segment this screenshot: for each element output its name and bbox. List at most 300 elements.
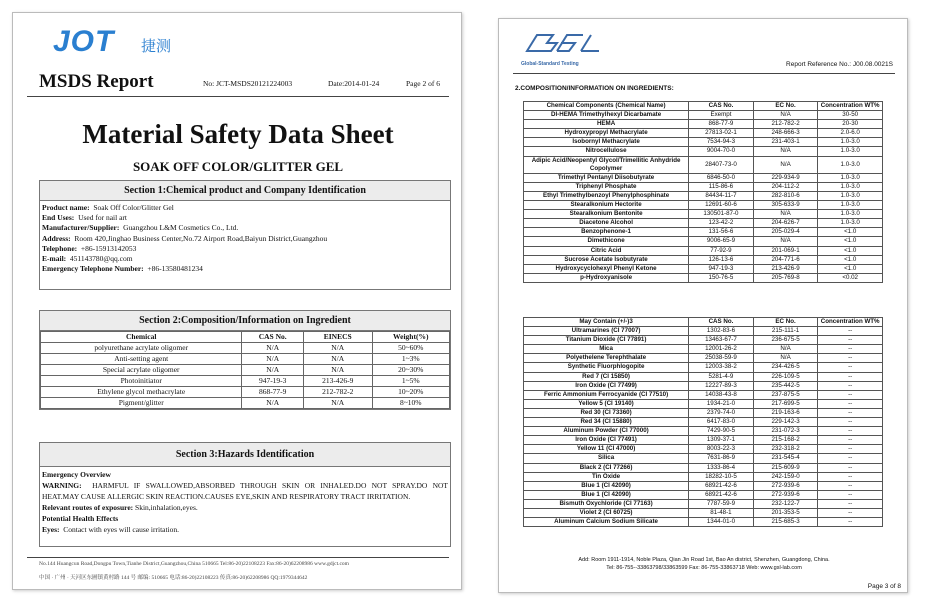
table-cell: 1.0-3.0 (818, 147, 883, 156)
table-cell: -- (818, 381, 883, 390)
table-cell: N/A (753, 111, 818, 120)
table-cell: 1309-37-1 (689, 436, 754, 445)
info-row (40, 203, 450, 213)
table-row (524, 219, 883, 228)
table-cell: -- (818, 508, 883, 517)
table-cell: 12001-26-2 (689, 345, 754, 354)
table-row (41, 354, 450, 365)
emergency-overview-label: Emergency Overview (42, 470, 111, 479)
table-row (524, 481, 883, 490)
table-row (524, 345, 883, 354)
table-cell: -- (818, 427, 883, 436)
lab-address: Add: Room 1911-1914, Noble Plaza, Qian Jin Road 1st, Bao An district, Shenzhen, Guangdong, China. (578, 557, 830, 563)
footer-divider (27, 557, 449, 558)
info-row (40, 234, 450, 244)
table-cell: 9006-65-9 (689, 237, 754, 246)
table-row (524, 246, 883, 255)
table-row (524, 436, 883, 445)
table-cell: Ferric Ammonium Ferrocyanide (CI 77510) (524, 390, 689, 399)
table-cell: Trimethyl Pentanyl Diisobutyrate (524, 173, 689, 182)
table-row (524, 490, 883, 499)
table-cell: Sucrose Acetate Isobutyrate (524, 255, 689, 264)
info-row (40, 264, 450, 274)
table-cell: 215-685-3 (753, 518, 818, 527)
table-cell: -- (818, 472, 883, 481)
table-cell: 213-426-9 (753, 264, 818, 273)
table-cell: 215-168-2 (753, 436, 818, 445)
table-cell: 229-142-3 (753, 418, 818, 427)
table-cell: Aluminum Calcium Sodium Silicate (524, 518, 689, 527)
table-cell: 1.0-3.0 (818, 219, 883, 228)
table-cell: 215-609-9 (753, 463, 818, 472)
table-cell: 204-771-6 (753, 255, 818, 264)
table-cell: Pigment/glitter (41, 398, 242, 409)
table-cell: -- (818, 518, 883, 527)
page-number: Page 3 of 8 (867, 583, 901, 590)
info-row (40, 254, 450, 264)
table-cell: N/A (303, 365, 372, 376)
info-value: Room 420,Jinghao Business Center,No.72 Airport Road,Baiyun District,Guangzhou (74, 233, 328, 243)
table-cell: 226-109-5 (753, 372, 818, 381)
column-header: Concentration WT% (818, 318, 883, 327)
table-row (524, 372, 883, 381)
section-2-heading: Section 2:Composition/Information on Ingredient (40, 311, 450, 331)
table-row (524, 408, 883, 417)
table-cell: 205-029-4 (753, 228, 818, 237)
table-cell: 947-19-3 (242, 376, 304, 387)
table-cell: 212-782-2 (303, 387, 372, 398)
table-cell: -- (818, 463, 883, 472)
table-cell: Photoinitiator (41, 376, 242, 387)
table-cell: Yellow 5 (CI 19140) (524, 399, 689, 408)
table-cell: 25038-59-9 (689, 354, 754, 363)
table-row (524, 264, 883, 273)
info-value: 451143780@qq.com (69, 254, 133, 264)
table-row (524, 182, 883, 191)
table-cell: Violet 2 (CI 60725) (524, 508, 689, 517)
gsl-logo-text: Global-Standard Testing (521, 61, 579, 67)
table-cell: 1.0-3.0 (818, 156, 883, 173)
table-row (524, 336, 883, 345)
table-cell: 7787-59-9 (689, 499, 754, 508)
info-label: Emergency Telephone Number: (42, 264, 144, 274)
table-cell: -- (818, 445, 883, 454)
table-cell: Isobornyl Methacrylate (524, 138, 689, 147)
section-3-heading: Section 3:Hazards Identification (40, 443, 450, 467)
table-cell: 868-77-9 (689, 120, 754, 129)
table-cell: 14038-43-8 (689, 390, 754, 399)
table-cell: 1344-01-0 (689, 518, 754, 527)
table-cell: 204-112-2 (753, 182, 818, 191)
table-cell: Silica (524, 454, 689, 463)
table-row (524, 201, 883, 210)
column-header: CAS No. (242, 332, 304, 343)
table-row (524, 327, 883, 336)
table-cell: Exempt (689, 111, 754, 120)
table-cell: 236-675-5 (753, 336, 818, 345)
info-row (40, 223, 450, 233)
table-row (524, 518, 883, 527)
section-3 (39, 442, 451, 547)
table-cell: Synthetic Fluorphlogopite (524, 363, 689, 372)
table-cell: 1~5% (372, 376, 449, 387)
column-header: EINECS (303, 332, 372, 343)
table-row (524, 390, 883, 399)
table-row (524, 111, 883, 120)
table-cell: 215-111-1 (753, 327, 818, 336)
table-cell: 9004-70-0 (689, 147, 754, 156)
table-cell: N/A (242, 343, 304, 354)
table-cell: 947-19-3 (689, 264, 754, 273)
column-header: EC No. (753, 102, 818, 111)
table-cell: 1.0-3.0 (818, 182, 883, 191)
table-cell: <1.0 (818, 228, 883, 237)
table-row (41, 376, 450, 387)
table-cell: 282-810-6 (753, 191, 818, 200)
table-cell: 30-50 (818, 111, 883, 120)
info-value: +86-15913142053 (80, 243, 137, 253)
table-cell: 18282-10-5 (689, 472, 754, 481)
table-cell: Ethylene glycol methacrylate (41, 387, 242, 398)
table-cell: N/A (242, 354, 304, 365)
table-cell: 237-875-5 (753, 390, 818, 399)
info-label: End Uses: (42, 213, 75, 223)
table-cell: Polyethelene Terephthalate (524, 354, 689, 363)
column-header: Weight(%) (372, 332, 449, 343)
table-cell: 217-699-5 (753, 399, 818, 408)
routes-value: Skin,inhalation,eyes. (135, 503, 198, 512)
table-cell: 13463-67-7 (689, 336, 754, 345)
table-cell: Hydroxycyclohexyl Phenyl Ketone (524, 264, 689, 273)
table-cell: 27813-02-1 (689, 129, 754, 138)
table-cell: Adipic Acid/Neopentyl Glycol/Trimellitic Anhydride Copolymer (524, 156, 689, 173)
table-cell: 68921-42-6 (689, 490, 754, 499)
table-cell: Stearalkonium Hectorite (524, 201, 689, 210)
page-number: Page 2 of 6 (406, 79, 440, 88)
table-cell: Mica (524, 345, 689, 354)
table-cell: 201-353-5 (753, 508, 818, 517)
info-row (40, 213, 450, 223)
table-cell: 1.0-3.0 (818, 173, 883, 182)
table-cell: 5281-4-9 (689, 372, 754, 381)
table-cell: -- (818, 499, 883, 508)
table-cell: Yellow 11 (CI 47000) (524, 445, 689, 454)
table-cell: Stearalkonium Bentonite (524, 210, 689, 219)
table-cell: 6417-83-0 (689, 418, 754, 427)
info-label: Product name: (42, 203, 90, 212)
routes-label: Relevant routes of exposure: (42, 503, 134, 512)
table-cell: 235-442-5 (753, 381, 818, 390)
report-reference: Report Reference No.: J00.08.0021S (786, 61, 893, 68)
table-cell: <0.02 (818, 273, 883, 282)
table-row (524, 138, 883, 147)
table-cell: 77-92-9 (689, 246, 754, 255)
table-cell: 28407-73-0 (689, 156, 754, 173)
table-cell: 123-42-2 (689, 219, 754, 228)
table-row (524, 454, 883, 463)
document-title: Material Safety Data Sheet (82, 119, 394, 149)
table-cell: N/A (303, 398, 372, 409)
table-cell: -- (818, 327, 883, 336)
table-cell: -- (818, 436, 883, 445)
table-row (524, 499, 883, 508)
table-cell: 204-626-7 (753, 219, 818, 228)
table-cell: 131-56-6 (689, 228, 754, 237)
report-title: MSDS Report (39, 71, 154, 92)
table-cell: N/A (753, 156, 818, 173)
table-row (524, 463, 883, 472)
table-cell: 232-318-2 (753, 445, 818, 454)
report-date: Date:2014-01-24 (328, 79, 380, 88)
table-cell: 1.0-3.0 (818, 210, 883, 219)
table-cell: 12227-89-3 (689, 381, 754, 390)
gsl-report-page (498, 18, 908, 593)
info-value: Used for nail art (78, 213, 128, 223)
table-cell: 150-76-5 (689, 273, 754, 282)
info-label: E-mail: (42, 254, 67, 264)
table-cell: -- (818, 418, 883, 427)
table-cell: 1.0-3.0 (818, 138, 883, 147)
table-row (524, 129, 883, 138)
column-header: Chemical (41, 332, 242, 343)
table-cell: 231-403-1 (753, 138, 818, 147)
gsl-logo-icon (523, 29, 603, 59)
table-row (41, 398, 450, 409)
table-cell: N/A (753, 210, 818, 219)
table-cell: Dimethicone (524, 237, 689, 246)
table-row (524, 210, 883, 219)
divider (27, 96, 449, 97)
table-cell: N/A (753, 354, 818, 363)
table-cell: 272-939-6 (753, 481, 818, 490)
table-cell: p-Hydroxyanisole (524, 273, 689, 282)
table-cell: Iron Oxide (CI 77499) (524, 381, 689, 390)
table-cell: -- (818, 408, 883, 417)
table-cell: 219-163-6 (753, 408, 818, 417)
table-cell: <1.0 (818, 264, 883, 273)
table-cell: Tin Oxide (524, 472, 689, 481)
table-cell: 7429-90-5 (689, 427, 754, 436)
info-label: Telephone: (42, 243, 78, 253)
footer-address-en: No.144 Huangcun Road,Dongpu Town,Tianhe District,Guangzhou,China 510665 Tel:86-20)22108223 Fax:86-20)62208986 www.gdjct.com (39, 561, 349, 567)
table-row (41, 343, 450, 354)
table-cell: N/A (242, 365, 304, 376)
table-cell: <1.0 (818, 246, 883, 255)
column-header: Chemical Components (Chemical Name) (524, 102, 689, 111)
table-cell: 8003-22-3 (689, 445, 754, 454)
table-cell: 7631-86-9 (689, 454, 754, 463)
table-row (41, 365, 450, 376)
table-cell: 213-426-9 (303, 376, 372, 387)
table-row (524, 445, 883, 454)
table-cell: 12003-38-2 (689, 363, 754, 372)
info-label: Manufacturer/Supplier: (42, 223, 120, 233)
table-cell: -- (818, 490, 883, 499)
table-cell: Aluminum Powder (CI 77000) (524, 427, 689, 436)
table-cell: 248-666-3 (753, 129, 818, 138)
table-row (524, 255, 883, 264)
table-cell: -- (818, 354, 883, 363)
table-cell: 1302-83-6 (689, 327, 754, 336)
table-row (524, 173, 883, 182)
table-cell: 50~60% (372, 343, 449, 354)
table-cell: 232-122-7 (753, 499, 818, 508)
table-cell: -- (818, 390, 883, 399)
table-row (524, 354, 883, 363)
section-1-heading: Section 1:Chemical product and Company Identification (40, 181, 450, 201)
table-cell: 10~20% (372, 387, 449, 398)
table-cell: 8~10% (372, 398, 449, 409)
jct-logo-chinese: 捷测 (141, 37, 172, 55)
table-cell: Black 2 (CI 77266) (524, 463, 689, 472)
table-cell: 68921-42-6 (689, 481, 754, 490)
table-cell: 234-426-5 (753, 363, 818, 372)
jct-logo: JOT (53, 25, 115, 58)
table-cell: Citric Acid (524, 246, 689, 255)
table-cell: 20~30% (372, 365, 449, 376)
table-cell: 84434-11-7 (689, 191, 754, 200)
table-row (524, 120, 883, 129)
table-cell: Hydroxypropyl Methacrylate (524, 129, 689, 138)
ingredient-table (40, 331, 450, 409)
table-row (524, 427, 883, 436)
table-cell: Red 7 (CI 15850) (524, 372, 689, 381)
table-cell: <1.0 (818, 237, 883, 246)
table-cell: 2.0-6.0 (818, 129, 883, 138)
table-row (524, 191, 883, 200)
table-cell: 1.0-3.0 (818, 201, 883, 210)
table-cell: 6846-50-0 (689, 173, 754, 182)
lab-contact: Tel: 86-755--33863798/33863599 Fax: 86-755-33863718 Web: www.gsl-lab.com (606, 565, 802, 571)
table-cell: 130501-87-0 (689, 210, 754, 219)
table-cell: -- (818, 336, 883, 345)
table-cell: Iron Oxide (CI 77491) (524, 436, 689, 445)
warning-label: WARNING: (42, 481, 82, 490)
table-cell: HEMA (524, 120, 689, 129)
table-cell: 12691-60-6 (689, 201, 754, 210)
document-subtitle: SOAK OFF COLOR/GLITTER GEL (132, 159, 344, 174)
table-row (524, 228, 883, 237)
table-cell: -- (818, 363, 883, 372)
eyes-value: Contact with eyes will cause irritation. (63, 525, 180, 534)
table-cell: Nitrocellulose (524, 147, 689, 156)
info-label: Address: (42, 233, 71, 243)
components-table (523, 101, 883, 283)
table-cell: -- (818, 399, 883, 408)
table-cell: DI-HEMA Trimethylhexyl Dicarbamate (524, 111, 689, 120)
table-cell: 231-545-4 (753, 454, 818, 463)
footer-address-cn: 中国 · 广州 · 天河区东圃镇黄村路 144 号 邮编: 510665 电话:86-20)22108223 传真:86-20)62208986 QQ:1979344642 (39, 575, 308, 581)
table-cell: N/A (303, 354, 372, 365)
divider (513, 73, 895, 74)
table-cell: 81-48-1 (689, 508, 754, 517)
column-header: Concentration WT% (818, 102, 883, 111)
table-row (524, 418, 883, 427)
table-cell: Triphenyl Phosphate (524, 182, 689, 191)
table-cell: 201-069-1 (753, 246, 818, 255)
table-cell: Blue 1 (CI 42090) (524, 481, 689, 490)
table-row (524, 363, 883, 372)
table-cell: Diacetone Alcohol (524, 219, 689, 228)
table-cell: 868-77-9 (242, 387, 304, 398)
table-cell: N/A (303, 343, 372, 354)
table-cell: 1333-86-4 (689, 463, 754, 472)
health-effects-label: Potential Health Effects (42, 514, 119, 523)
table-cell: Bismuth Oxychloride (CI 77163) (524, 499, 689, 508)
table-cell: 1934-21-0 (689, 399, 754, 408)
table-row (524, 273, 883, 282)
table-row (524, 147, 883, 156)
eyes-label: Eyes: (42, 525, 60, 534)
table-cell: Ethyl Trimethylbenzoyl Phenylphosphinate (524, 191, 689, 200)
table-cell: -- (818, 481, 883, 490)
table-cell: N/A (753, 147, 818, 156)
info-value: Soak Off Color/Glitter Gel (93, 203, 174, 212)
column-header: CAS No. (689, 102, 754, 111)
composition-title: 2.COMPOSITION/INFORMATION ON INGREDIENTS: (515, 85, 674, 92)
section-2 (39, 310, 451, 410)
table-cell: 115-86-6 (689, 182, 754, 191)
column-header: CAS No. (689, 318, 754, 327)
table-cell: 212-782-2 (753, 120, 818, 129)
table-cell: Ultramarines (CI 77007) (524, 327, 689, 336)
msds-report-page (12, 12, 462, 590)
info-value: +86-13580481234 (147, 264, 203, 274)
table-cell: 272-939-6 (753, 490, 818, 499)
table-cell: 229-934-9 (753, 173, 818, 182)
table-row (524, 399, 883, 408)
table-cell: 1.0-3.0 (818, 191, 883, 200)
info-value: Guangzhou L&M Cosmetics Co., Ltd. (123, 223, 239, 233)
table-cell: 242-159-0 (753, 472, 818, 481)
table-cell: 205-769-8 (753, 273, 818, 282)
table-row (524, 472, 883, 481)
info-row (40, 244, 450, 254)
table-row (524, 508, 883, 517)
table-cell: Anti-setting agent (41, 354, 242, 365)
table-cell: -- (818, 454, 883, 463)
table-cell: Red 30 (CI 73360) (524, 408, 689, 417)
table-cell: N/A (753, 237, 818, 246)
table-row (524, 237, 883, 246)
may-contain-table (523, 317, 883, 527)
table-row (41, 387, 450, 398)
table-cell: 2379-74-0 (689, 408, 754, 417)
table-cell: -- (818, 345, 883, 354)
table-cell: 20-30 (818, 120, 883, 129)
section-1 (39, 180, 451, 290)
table-cell: Benzophenone-1 (524, 228, 689, 237)
table-row (524, 156, 883, 173)
column-header: May Contain (+/-)3 (524, 318, 689, 327)
table-cell: Special acrylate oligomer (41, 365, 242, 376)
table-row (524, 381, 883, 390)
column-header: EC No. (753, 318, 818, 327)
table-cell: 1~3% (372, 354, 449, 365)
table-cell: <1.0 (818, 255, 883, 264)
table-cell: N/A (753, 345, 818, 354)
table-cell: N/A (242, 398, 304, 409)
table-cell: 305-633-9 (753, 201, 818, 210)
table-cell: Blue 1 (CI 42090) (524, 490, 689, 499)
table-cell: Red 34 (CI 15880) (524, 418, 689, 427)
table-cell: -- (818, 372, 883, 381)
table-cell: 231-072-3 (753, 427, 818, 436)
warning-text: HARMFUL IF SWALLOWED,ABSORBED THROUGH SKIN OR INHALED.DO NOT SPRAY.DO NOT HEAT.MAY CAUSE ALLERGIC SKIN REACTION.CAUSES EYE,SKIN AND RESPIRATORY TRACT IRRITATION. (42, 481, 448, 501)
table-cell: 126-13-6 (689, 255, 754, 264)
table-cell: 7534-94-3 (689, 138, 754, 147)
table-cell: polyurethane acrylate oligomer (41, 343, 242, 354)
